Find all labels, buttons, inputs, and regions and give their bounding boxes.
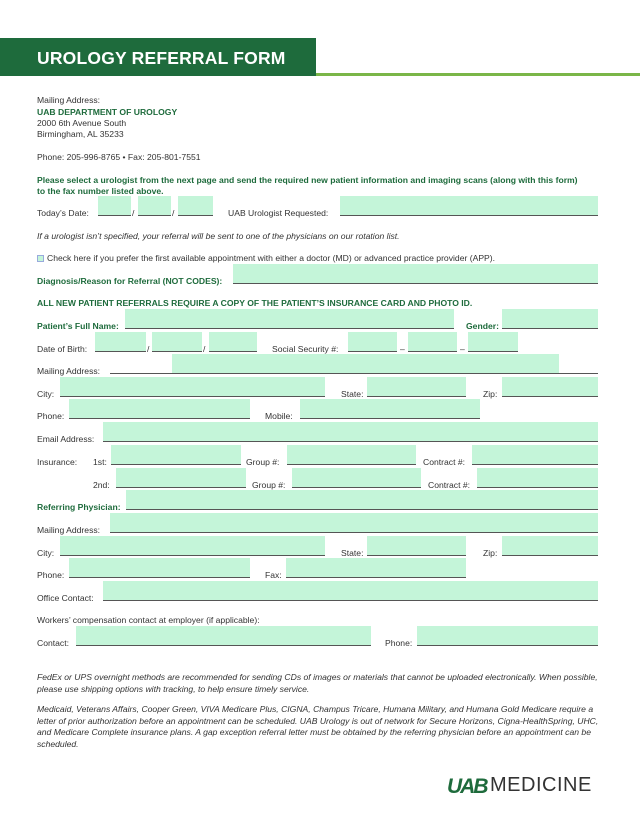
mailing-org: UAB DEPARTMENT OF UROLOGY [37,107,178,117]
group-second-label: Group #: [252,480,286,490]
patient-name-line [125,318,454,329]
header-accent-line [316,73,640,76]
patient-email-line [103,431,598,442]
date-slash: / [132,208,135,218]
rotation-note: If a urologist isn’t specified, your referral will be sent to one of the physicians on our rotation list. [37,231,400,241]
dob-year-line [209,341,257,352]
patient-mailing-label: Mailing Address: [37,366,101,376]
patient-mailing-line [110,363,598,374]
date-year-line [178,205,213,216]
patient-city-label: City: [37,389,55,399]
referring-city-line [60,545,325,556]
referring-phone-label: Phone: [37,570,65,580]
requirement-text: ALL NEW PATIENT REFERRALS REQUIRE A COPY OF THE PATIENT’S INSURANCE CARD AND PHOTO ID. [37,298,473,308]
workers-phone-line [417,635,598,646]
referring-physician-line [126,499,598,510]
ssn-part3-line [468,341,518,352]
workers-comp-label: Workers’ compensation contact at employer (if applicable): [37,615,260,625]
patient-zip-label: Zip: [483,389,498,399]
medicine-logo: MEDICINE [490,774,592,796]
referring-fax-line [286,567,466,578]
dob-month-line [95,341,146,352]
page-title: UROLOGY REFERRAL FORM [37,48,286,68]
insurance-first-label: 1st: [93,457,107,467]
group-second-line [292,477,421,488]
insurance-first-line [111,454,241,465]
workers-phone-label: Phone: [385,638,413,648]
insurance-second-line [116,477,246,488]
group-first-line [287,454,416,465]
insurance-note: Medicaid, Veterans Affairs, Cooper Green, VIVA Medicare Plus, CIGNA, Champus Tricare, Humana Military, and Humana Gold Medicare require a letter of prior authorization before an appointment can be scheduled. UAB Urology is out of network for Secure Horizons, Cigna-HealthSpring, UHC, and Medicare Complete insurance plans. A gap exception referral letter must be obtained by the referring physician before an appointment can be scheduled. [37,704,599,749]
office-contact-line [103,590,598,601]
patient-email-label: Email Address: [37,434,95,444]
gender-line [502,318,598,329]
diagnosis-line [233,273,598,284]
mailing-street: 2000 6th Avenue South [37,118,127,128]
referring-fax-label: Fax: [265,570,282,580]
dob-slash: / [203,344,206,354]
fedex-note: FedEx or UPS overnight methods are recommended for sending CDs of images or materials that cannot be uploaded electronically. When possible, please use shipping options with tracking, to help ensure timely service. [37,672,598,694]
mailing-city: Birmingham, AL 35233 [37,129,124,139]
ssn-dash: – [460,344,465,354]
referring-phone-line [69,567,250,578]
ssn-dash: – [400,344,405,354]
checkbox-label: Check here if you prefer the first available appointment with either a doctor (MD) or advanced practice provider (APP). [47,253,496,263]
referring-mailing-label: Mailing Address: [37,525,101,535]
date-slash: / [172,208,175,218]
workers-contact-label: Contact: [37,638,70,648]
ssn-part2-line [408,341,457,352]
contract-first-label: Contract #: [423,457,466,467]
instruction-text: Please select a urologist from the next page and send the required new patient information and imaging scans (along with this form) [37,175,578,185]
uab-logo: UAB [447,775,487,798]
patient-name-label: Patient’s Full Name: [37,321,119,331]
referring-city-label: City: [37,548,55,558]
contact-line: Phone: 205-996-8765 • Fax: 205-801-7551 [37,152,201,162]
referring-state-label: State: [341,548,364,558]
ssn-part1-line [348,341,397,352]
contract-second-label: Contract #: [428,480,471,490]
referring-state-line [367,545,466,556]
date-day-line [138,205,171,216]
patient-state-line [367,386,466,397]
diagnosis-label: Diagnosis/Reason for Referral (NOT CODES): [37,276,223,286]
urologist-requested-line [340,205,598,216]
referring-physician-label: Referring Physician: [37,502,121,512]
referring-zip-label: Zip: [483,548,498,558]
patient-zip-line [502,386,598,397]
insurance-second-label: 2nd: [93,480,110,490]
contract-first-line [472,454,598,465]
first-available-checkbox[interactable] [37,255,44,262]
instruction-text-2: to the fax number listed above. [37,186,164,196]
todays-date-label: Today’s Date: [37,208,89,218]
referring-mailing-line [110,522,598,533]
ssn-label: Social Security #: [272,344,339,354]
patient-mobile-label: Mobile: [265,411,293,421]
patient-phone-label: Phone: [37,411,65,421]
dob-label: Date of Birth: [37,344,88,354]
dob-slash: / [147,344,150,354]
urologist-requested-label: UAB Urologist Requested: [228,208,329,218]
referring-zip-line [502,545,598,556]
gender-label: Gender: [466,321,499,331]
office-contact-label: Office Contact: [37,593,94,603]
insurance-label: Insurance: [37,457,78,467]
mailing-label: Mailing Address: [37,95,101,105]
patient-city-line [60,386,325,397]
date-month-line [98,205,131,216]
workers-contact-line [76,635,371,646]
dob-day-line [152,341,202,352]
patient-mobile-line [300,408,480,419]
patient-state-label: State: [341,389,364,399]
patient-phone-line [69,408,250,419]
contract-second-line [477,477,598,488]
group-first-label: Group #: [246,457,280,467]
